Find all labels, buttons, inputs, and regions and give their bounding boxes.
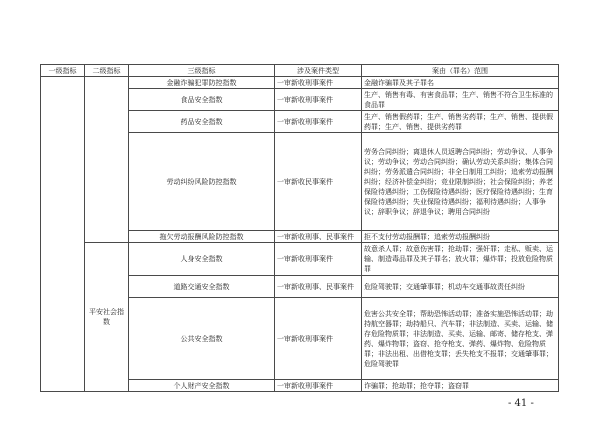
header-scope: 案由（罪名）范围 [362,65,559,77]
scope-cell: 诈骗罪；抢劫罪；抢夺罪；盗窃罪 [362,380,559,392]
case-type-cell: 一审新收刑事案件 [275,298,362,380]
scope-cell: 生产、销售假药罪；生产、销售劣药罪；生产、销售、提供假药罪；生产、销售、提供劣药罪 [362,111,559,133]
scope-cell: 拒不支付劳动报酬罪；追索劳动报酬纠纷 [362,231,559,243]
indicator-table [40,64,559,392]
case-type-cell: 一审新收刑事案件 [275,243,362,276]
table-row [41,243,559,276]
case-type-cell: 一审新收刑事、民事案件 [275,276,362,298]
scope-cell: 故意杀人罪；故意伤害罪；抢劫罪；强奸罪；走私、贩卖、运输、制造毒品罪及其子罪名；放火罪；爆炸罪；投放危险物质罪 [362,243,559,276]
table-header-row [41,65,559,77]
level3-cell: 拖欠劳动报酬风险防控指数 [129,231,275,243]
scope-cell: 金融诈骗罪及其子罪名 [362,77,559,89]
case-type-cell: 一审新收刑事案件 [275,89,362,111]
table-row [41,77,559,89]
level3-cell: 道路交通安全指数 [129,276,275,298]
level3-cell: 个人财产安全指数 [129,380,275,392]
level2-cell: 平安社会指数 [85,243,129,392]
level3-cell: 食品安全指数 [129,89,275,111]
case-type-cell: 一审新收民事案件 [275,133,362,231]
scope-cell: 危险驾驶罪；交通肇事罪；机动车交通事故责任纠纷 [362,276,559,298]
level3-cell: 公共安全指数 [129,298,275,380]
case-type-cell: 一审新收刑事案件 [275,380,362,392]
level3-cell: 药品安全指数 [129,111,275,133]
scope-cell: 危害公共安全罪；帮助恐怖活动罪；准备实施恐怖活动罪；劫持航空器罪；劫持船只、汽车罪；非法制造、买卖、运输、储存危险物质罪；非法制造、买卖、运输、邮寄、储存枪支、弹药、爆炸物罪；盗窃、抢夺枪支、弹药、爆炸物、危险物质罪；非法出租、出借枪支罪；丢失枪支不报罪；交通肇事罪；危险驾驶罪 [362,298,559,380]
case-type-cell: 一审新收刑事、民事案件 [275,231,362,243]
page-number: - 41 - [508,398,534,409]
level3-cell: 劳动纠纷风险防控指数 [129,133,275,231]
level3-cell: 金融诈骗犯罪防控指数 [129,77,275,89]
level2-cell [85,77,129,243]
case-type-cell: 一审新收刑事案件 [275,111,362,133]
header-level2: 二级指标 [85,65,129,77]
header-case-type: 涉及案件类型 [275,65,362,77]
scope-cell: 生产、销售有毒、有害食品罪；生产、销售不符合卫生标准的食品罪 [362,89,559,111]
level3-cell: 人身安全指数 [129,243,275,276]
level1-cell [41,77,85,392]
header-level3: 三级指标 [129,65,275,77]
header-level1: 一级指标 [41,65,85,77]
case-type-cell: 一审新收刑事案件 [275,77,362,89]
scope-cell: 劳务合同纠纷；离退休人员返聘合同纠纷；劳动争议、人事争议；劳动争议；劳动合同纠纷；确认劳动关系纠纷；集体合同纠纷；劳务派遣合同纠纷；非全日制用工纠纷；追索劳动报酬纠纷；经济补偿金纠纷；竞业限制纠纷；社会保险纠纷；养老保险待遇纠纷；工伤保险待遇纠纷；医疗保险待遇纠纷；生育保险待遇纠纷；失业保险待遇纠纷；福利待遇纠纷；人事争议；辞职争议；辞退争议；聘用合同纠纷 [362,133,559,231]
